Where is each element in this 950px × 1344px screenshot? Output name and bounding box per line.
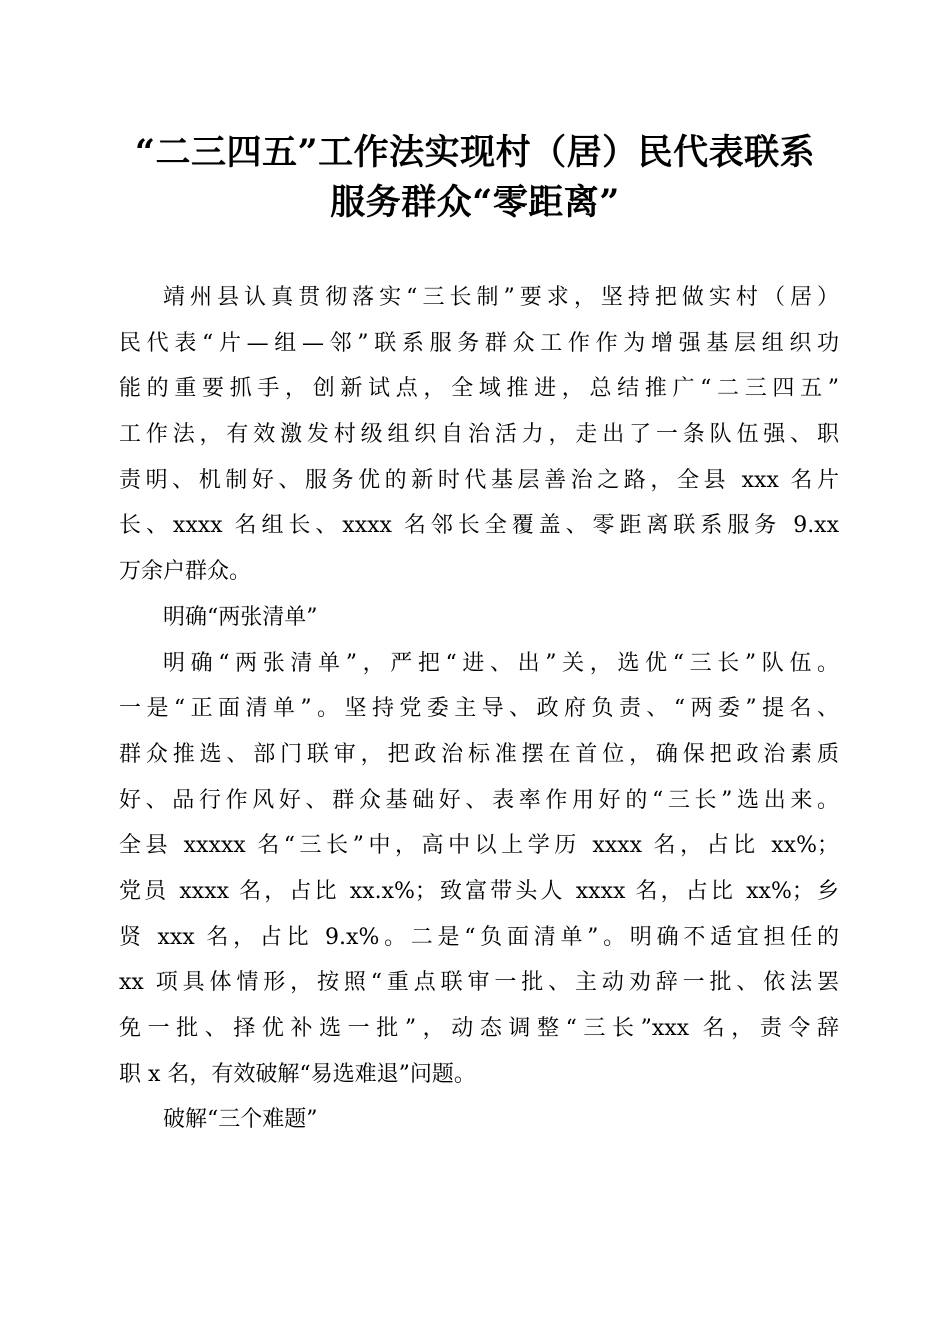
paragraph-line: 群众推选、部门联审，把政治标准摆在首位，确保把政治素质 [119,741,839,767]
paragraph-line: 长、xxxx 名组长、xxxx 名邻长全覆盖、零距离联系服务 9.xx [119,513,839,539]
paragraph-line: 职 x 名，有效破解“易选难退”问题。 [119,1061,476,1087]
section-heading-two-lists [119,595,839,641]
paragraph-line: 明确“两张清单”，严把“进、出”关，选优“三长”队伍。 [163,650,839,676]
paragraph-line: 党员 xxxx 名，占比 xx.x%；致富带头人 xxxx 名，占比 xx%；乡 [119,878,839,904]
title-line-2: 服务群众“零距离” [330,182,620,223]
document-title [100,128,850,228]
paragraph-line: 贤 xxx 名，占比 9.x%。二是“负面清单”。明确不适宜担任的 [119,924,839,950]
paragraph-two-lists [119,641,839,1098]
paragraph-line: 工作法，有效激发村级组织自治活力，走出了一条队伍强、职 [119,422,839,448]
paragraph-line: 能的重要抓手，创新试点，全域推进，总结推广“二三四五” [119,376,839,402]
paragraph-line: 免一批、择优补选一批”，动态调整“三长”xxx 名，责令辞 [119,1016,839,1041]
title-line-1: “二三四五”工作法实现村（居）民代表联系 [134,132,816,173]
document-body [119,275,839,1143]
paragraph-intro [119,275,839,595]
paragraph-line: 民代表“片—组—邻”联系服务群众工作作为增强基层组织功 [119,330,839,356]
section-heading: 破解“三个难题” [163,1107,318,1133]
section-heading-three-problems [119,1097,839,1143]
paragraph-line: 好、品行作风好、群众基础好、表率作用好的“三长”选出来。 [119,787,839,813]
paragraph-line: 一是“正面清单”。坚持党委主导、政府负责、“两委”提名、 [119,696,839,722]
section-heading: 明确“两张清单” [163,604,318,630]
paragraph-line: 万余户群众。 [119,559,252,585]
paragraph-line: xx 项具体情形，按照“重点联审一批、主动劝辞一批、依法罢 [119,970,839,996]
paragraph-line: 全县 xxxxx 名“三长”中，高中以上学历 xxxx 名，占比 xx%； [119,833,839,859]
paragraph-line: 靖州县认真贯彻落实“三长制”要求，坚持把做实村（居） [163,285,839,310]
paragraph-line: 责明、机制好、服务优的新时代基层善治之路，全县 xxx 名片 [119,467,839,493]
